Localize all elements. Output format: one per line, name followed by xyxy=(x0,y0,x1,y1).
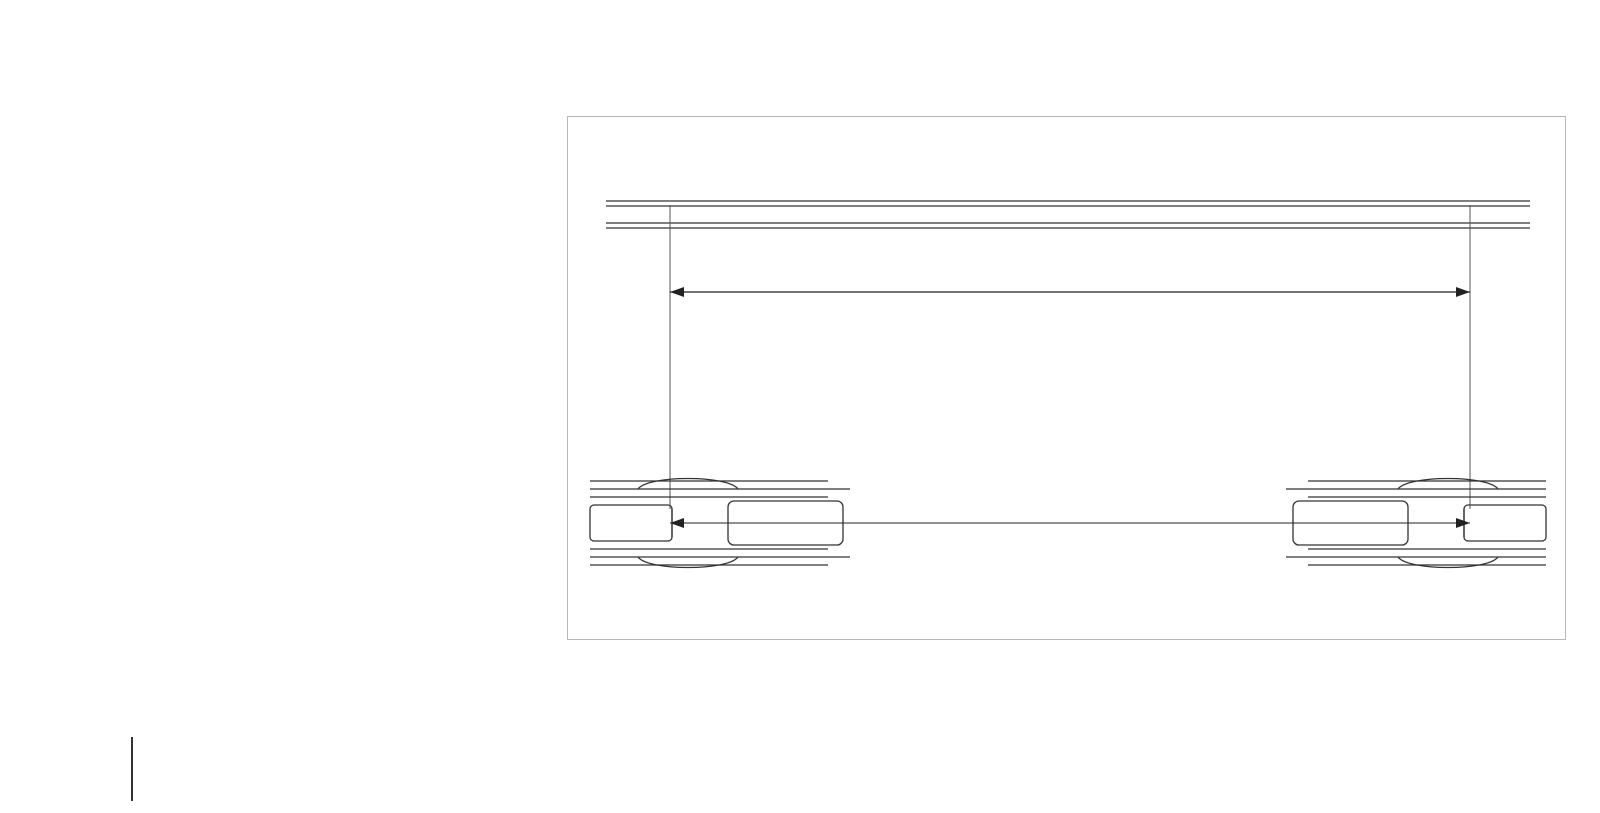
warning-divider xyxy=(131,737,133,801)
chain-top-view xyxy=(606,201,1530,228)
chain-measurement-figure xyxy=(567,116,1566,640)
chain-diagram xyxy=(568,117,1567,641)
